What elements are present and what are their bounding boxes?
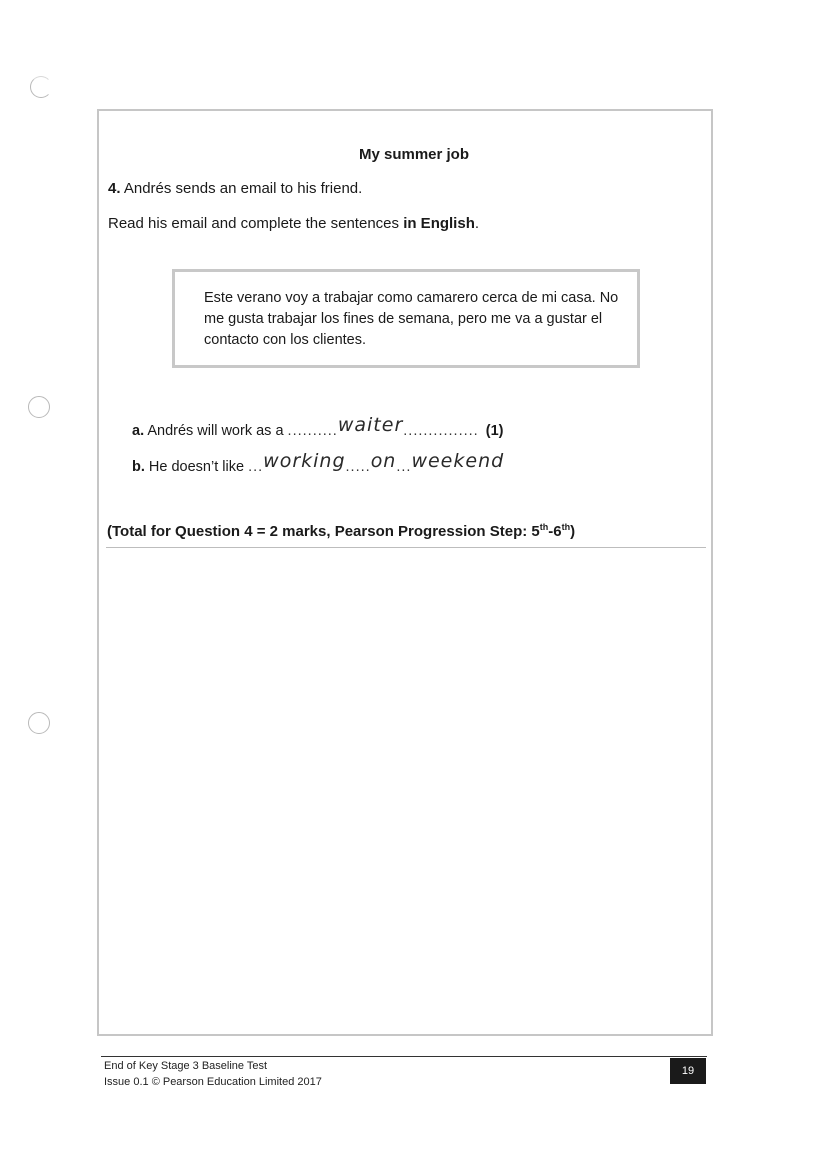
question-frame: [97, 109, 713, 1036]
total-sup: th: [561, 522, 571, 532]
total-text: ): [570, 523, 576, 540]
handwritten-answer[interactable]: waiter: [337, 414, 404, 436]
question-title: My summer job: [358, 146, 470, 163]
total-text: -6: [548, 523, 562, 540]
page-number: 19: [670, 1058, 706, 1084]
answer-text: He doesn’t like: [148, 459, 245, 475]
footer-line-1: End of Key Stage 3 Baseline Test: [104, 1060, 268, 1072]
footer-line-2: Issue 0.1 © Pearson Education Limited 2017: [104, 1076, 322, 1088]
footer: [104, 1058, 322, 1090]
answer-dots: ...............: [403, 423, 479, 439]
footer-divider: [101, 1056, 707, 1057]
answer-dots: ..........: [287, 423, 338, 439]
total-sup: th: [539, 522, 549, 532]
answer-row-a: [132, 414, 504, 440]
question-number: 4.: [108, 180, 121, 197]
instruction-text: Read his email and complete the sentences: [108, 215, 404, 232]
divider: [106, 547, 706, 548]
answer-text: Andrés will work as a: [147, 423, 284, 439]
answer-label: a.: [132, 423, 145, 439]
answer-dots: ...: [396, 459, 412, 475]
question-prompt: [108, 180, 362, 197]
answer-dots: ...: [248, 459, 264, 475]
punch-hole: [28, 712, 50, 734]
handwritten-answer[interactable]: weekend: [411, 450, 505, 472]
answer-row-b: [132, 450, 505, 476]
punch-hole: [30, 76, 52, 98]
total-marks: [107, 522, 575, 540]
instruction-suffix: .: [474, 215, 480, 232]
email-box: [172, 269, 640, 368]
mark-value: (1): [485, 423, 504, 439]
instruction-bold: in English: [403, 215, 475, 232]
total-text: (Total for Question 4 = 2 marks, Pearson Progression Step: 5: [107, 523, 540, 540]
email-text: Este verano voy a trabajar como camarero cerca de mi casa. No me gusta trabajar los fines de semana, pero me va a gustar el contacto con los clientes.: [204, 290, 619, 348]
handwritten-answer[interactable]: working: [263, 450, 346, 472]
instruction: [108, 215, 479, 232]
answer-label: b.: [132, 459, 145, 475]
punch-hole: [28, 396, 50, 418]
answer-dots: .....: [345, 459, 371, 475]
question-prompt-text: Andrés sends an email to his friend.: [123, 180, 363, 197]
handwritten-answer[interactable]: on: [370, 450, 397, 472]
